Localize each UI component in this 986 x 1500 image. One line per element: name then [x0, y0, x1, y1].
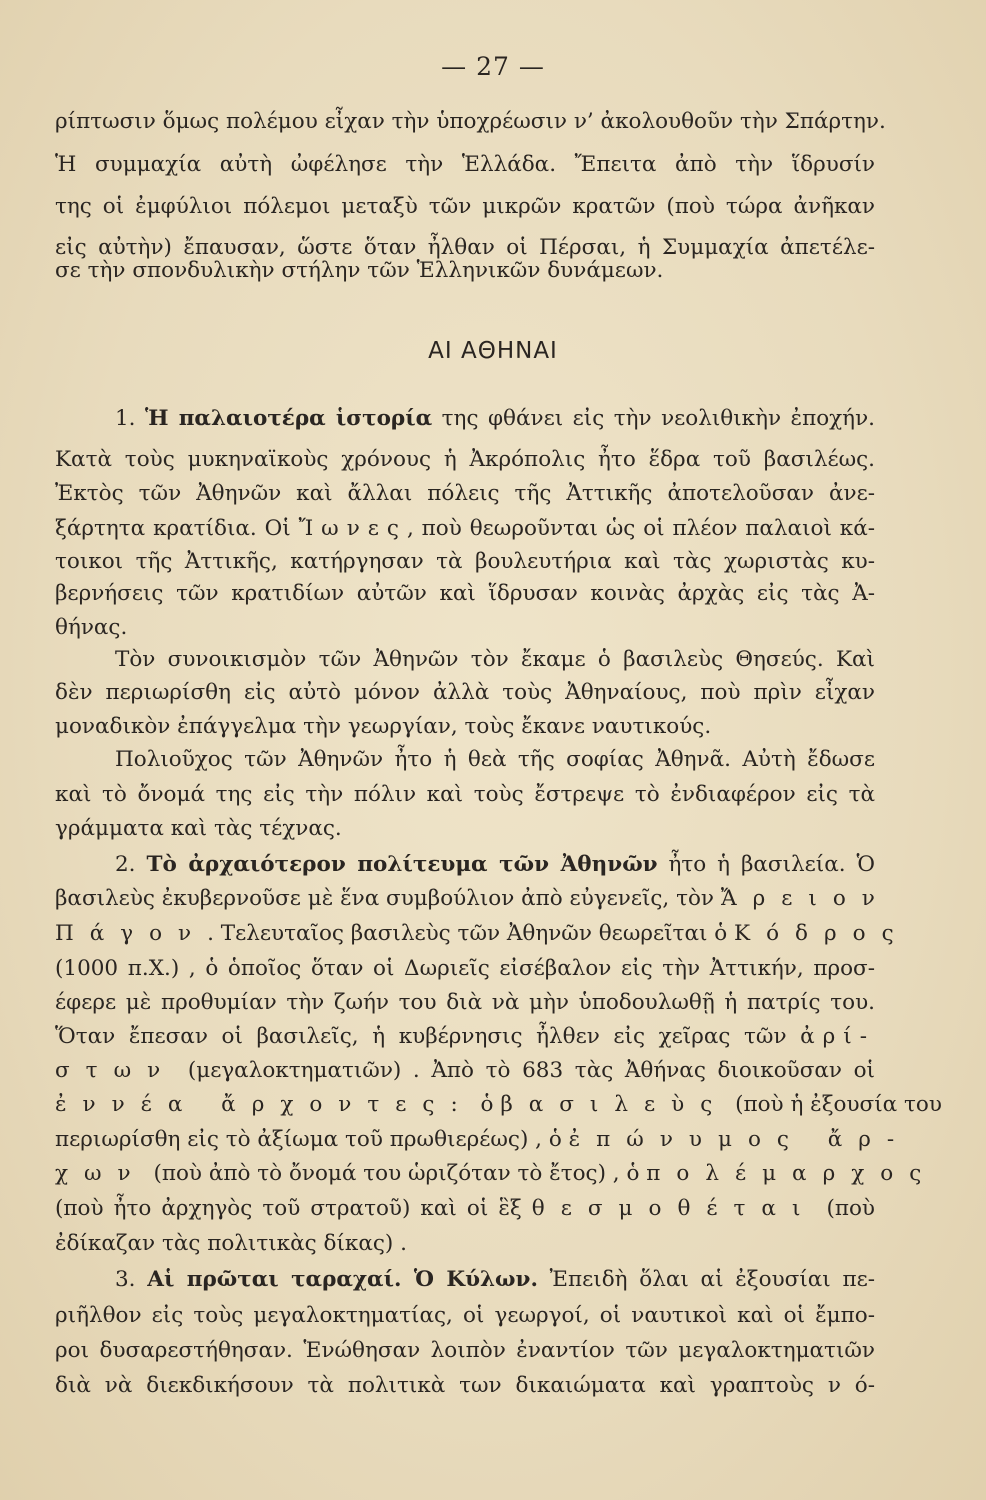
text-span: Ἐπειδὴ ὅλαι αἱ ἐξουσίαι πε- — [537, 1267, 875, 1292]
text-line: (1000 π.Χ.) , ὁ ὁποῖος ὅταν οἱ Δωριεῖς εἰσέβαλον εἰς τὴν Ἀττικήν, προσ- — [55, 956, 875, 981]
section-3-first-line — [115, 1264, 875, 1296]
text-line: έφερε μὲ προθυμίαν τὴν ζωήν του διὰ νὰ μὴν ὑποδουλωθῇ ἡ πατρίς του. — [55, 990, 875, 1015]
text-line: μοναδικὸν ἐπάγγελμα τὴν γεωργίαν, τοὺς ἔκανε ναυτικούς. — [55, 714, 712, 739]
text-line: της οἱ ἐμφύλιοι πόλεμοι μεταξὺ τῶν μικρῶν κρατῶν (ποὺ τώρα ἀνῆκαν — [55, 194, 875, 219]
spaced-word: Ἴωνες — [298, 516, 407, 541]
text-line — [55, 513, 875, 545]
section-title: Ἡ παλαιοτέρα ἱστορία — [145, 406, 433, 431]
spaced-word: ἀρί- — [800, 1024, 875, 1049]
text-line: εἰς αὐτὴν) ἔπαυσαν, ὥστε ὅταν ἦλθαν οἱ Πέρσαι, ἡ Συμμαχία ἀπετέλε- — [55, 235, 875, 260]
section-heading: ΑΙ ΑΘΗΝΑΙ — [428, 338, 558, 364]
text-line — [55, 883, 891, 915]
text-line: καὶ τὸ ὄνομά της εἰς τὴν πόλιν καὶ τοὺς ἔστρεψε τὸ ἐνδιαφέρον εἰς τὰ — [55, 782, 875, 807]
text-line — [55, 1055, 875, 1087]
spaced-word: ἐπώνυμος ἄρ- — [568, 1127, 911, 1152]
text-span: (μεγαλοκτηματιῶν) . Ἀπὸ τὸ 683 τὰς Ἀθήνας διοικοῦσαν οἱ — [176, 1058, 875, 1083]
page-number: — 27 — — [441, 52, 545, 81]
text-line — [55, 918, 910, 950]
text-span: ξάρτητα κρατίδια. Οἱ — [55, 516, 299, 541]
section-title: Τὸ ἀρχαιότερον πολίτευμα τῶν Ἀθηνῶν — [146, 852, 658, 877]
text-line: σε τὴν σπονδυλικὴν στήλην τῶν Ἑλληνικῶν δυνάμεων. — [55, 258, 664, 283]
text-line: ροι δυσαρεστήθησαν. Ἑνώθησαν λοιπὸν ἐναντίον τῶν μεγαλοκτηματιῶν — [55, 1338, 875, 1363]
section-2-first-line — [115, 849, 875, 881]
spaced-word: Πάγον — [55, 921, 208, 946]
text-line: βερνήσεις τῶν κρατιδίων αὐτῶν καὶ ἵδρυσαν κοινὰς ἀρχὰς εἰς τὰς Ἀ- — [55, 581, 875, 606]
text-line: θήνας. — [55, 615, 128, 640]
text-line — [55, 1089, 942, 1121]
text-span: , ποὺ θεωροῦνται ὡς οἱ πλέον παλαιοὶ κά- — [406, 516, 875, 541]
text-span: (ποὺ — [816, 1196, 875, 1221]
text-span: . Τελευταῖος βασιλεὺς τῶν Ἀθηνῶν θεωρεῖται ὁ — [207, 921, 735, 946]
section-title: Αἱ πρῶται ταραχαί. Ὁ Κύλων. — [147, 1267, 538, 1292]
section-number: 1. — [115, 406, 136, 431]
text-span: βασιλεὺς ἐκυβερνοῦσε μὲ ἕνα συμβούλιον ἀπὸ εὐγενεῖς, τὸν — [55, 886, 721, 911]
text-line — [55, 1193, 875, 1225]
spaced-word: βασιλεὺς — [500, 1092, 729, 1117]
text-span: Ὅταν ἔπεσαν οἱ βασιλεῖς, ἡ κυβέρνησις ἦλθεν εἰς χεῖρας τῶν — [55, 1024, 801, 1049]
text-line — [55, 1158, 938, 1190]
text-span: της φθάνει εἰς τὴν νεολιθικὴν ἐποχήν. — [432, 406, 875, 431]
text-line: Κατὰ τοὺς μυκηναϊκοὺς χρόνους ἡ Ἀκρόπολις ἦτο ἕδρα τοῦ βασιλέως. — [55, 447, 875, 472]
spaced-word: ἐννέα ἄρχοντες: — [55, 1092, 474, 1117]
text-line: ριῆλθον εἰς τοὺς μεγαλοκτηματίας, οἱ γεωργοί, οἱ ναυτικοὶ καὶ οἱ ἔμπο- — [55, 1303, 875, 1328]
spaced-word: πολέμαρχος — [646, 1161, 938, 1186]
text-span: περιωρίσθη εἰς τὸ ἀξίωμα τοῦ πρωθιερέως) , ὁ — [55, 1127, 569, 1152]
text-line — [55, 1124, 911, 1156]
spaced-word: χων — [55, 1161, 147, 1186]
text-line: ρίπτωσιν ὅμως πολέμου εἶχαν τὴν ὑποχρέωσιν ν’ ἀκολουθοῦν τὴν Σπάρτην. — [55, 109, 886, 134]
text-line: δὲν περιωρίσθη εἰς αὐτὸ μόνον ἀλλὰ τοὺς Ἀθηναίους, ποὺ πρὶν εἶχαν — [55, 680, 875, 705]
text-line: τοικοι τῆς Ἀττικῆς, κατήργησαν τὰ βουλευτήρια καὶ τὰς χωριστὰς κυ- — [55, 549, 875, 574]
section-number: 2. — [115, 852, 136, 877]
section-1-first-line — [115, 403, 875, 435]
text-line: Τὸν συνοικισμὸν τῶν Ἀθηνῶν τὸν ἔκαμε ὁ βασιλεὺς Θησεύς. Καὶ — [115, 647, 875, 672]
text-line: ἐδίκαζαν τὰς πολιτικὰς δίκας) . — [55, 1231, 407, 1256]
spaced-word: στων — [55, 1058, 177, 1083]
text-line: Πολιοῦχος τῶν Ἀθηνῶν ἦτο ἡ θεὰ τῆς σοφίας Ἀθηνᾶ. Αὐτὴ ἔδωσε — [115, 747, 875, 772]
text-span: (ποὺ ἦτο ἀρχηγὸς τοῦ στρατοῦ) καὶ οἱ ἓξ — [55, 1196, 532, 1221]
text-span: (ποὺ ἡ ἐξουσία του — [728, 1092, 942, 1117]
spaced-word: θεσμοθέται — [531, 1196, 817, 1221]
spaced-word: Κόδρος — [734, 921, 910, 946]
text-line: Ἐκτὸς τῶν Ἀθηνῶν καὶ ἄλλαι πόλεις τῆς Ἀττικῆς ἀποτελοῦσαν ἀνε- — [55, 481, 875, 506]
text-line: διὰ νὰ διεκδικήσουν τὰ πολιτικὰ των δικαιώματα καὶ γραπτοὺς ν ό- — [55, 1373, 875, 1398]
text-span: ἦτο ἡ βασιλεία. Ὁ — [657, 852, 875, 877]
text-line: γράμματα καὶ τὰς τέχνας. — [55, 816, 342, 841]
text-line: Ἡ συμμαχία αὐτὴ ὠφέλησε τὴν Ἑλλάδα. Ἔπειτα ἀπὸ τὴν ἵδρυσίν — [55, 152, 875, 177]
section-number: 3. — [115, 1267, 136, 1292]
text-line — [55, 1021, 875, 1053]
text-span: ὁ — [473, 1092, 501, 1117]
spaced-word: Ἄρειον — [720, 886, 891, 911]
text-span: (ποὺ ἀπὸ τὸ ὄνομά του ὡριζόταν τὸ ἔτος) , ὁ — [146, 1161, 647, 1186]
